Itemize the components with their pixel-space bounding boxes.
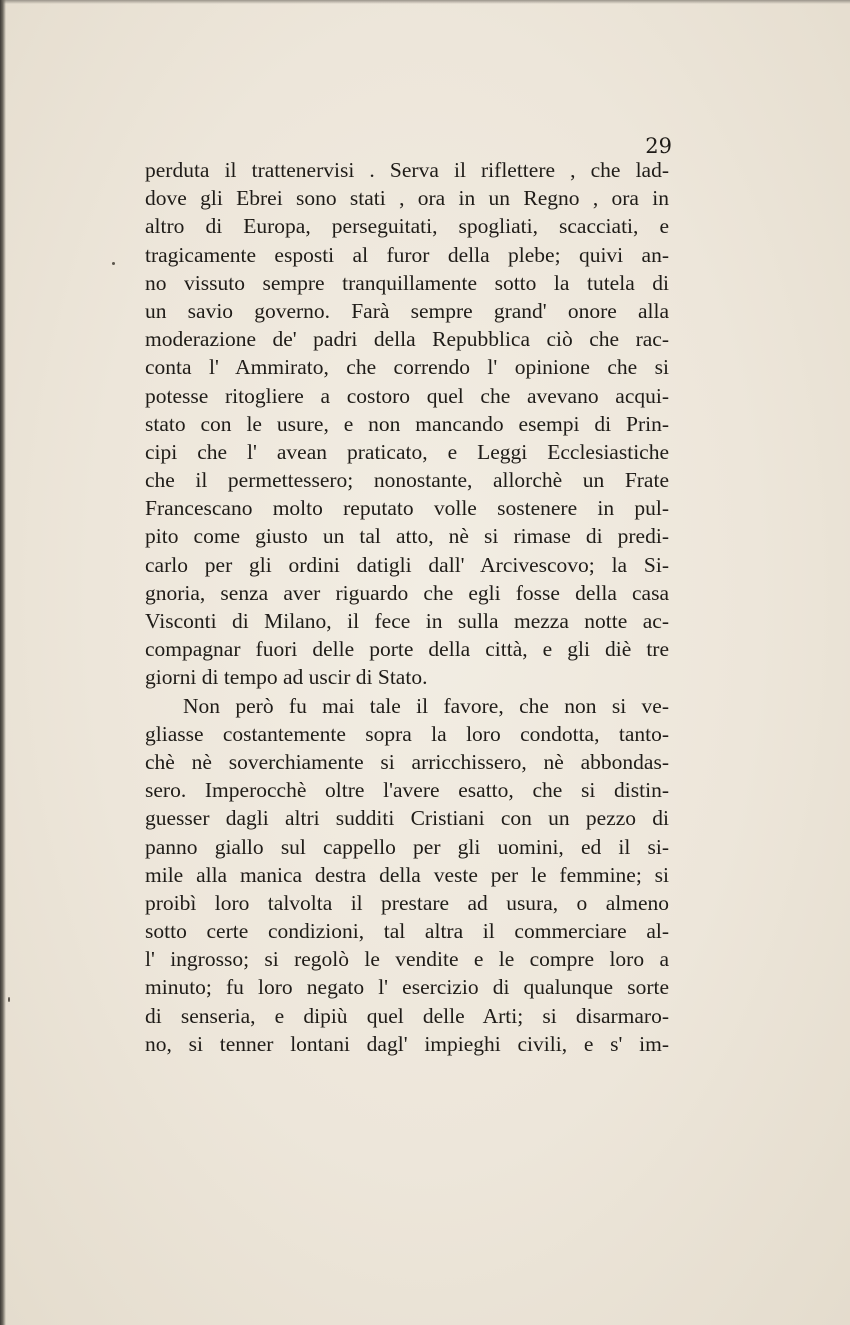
text-line: moderazione de' padri della Repubblica ciò che rac- (145, 327, 669, 352)
text-line: guesser dagli altri sudditi Cristiani con un pezzo di (145, 806, 669, 831)
text-line: minuto; fu loro negato l' esercizio di qualunque sorte (145, 975, 669, 1000)
text-line: no, si tenner lontani dagl' impieghi civili, e s' im- (145, 1031, 669, 1056)
text-line: potesse ritogliere a costoro quel che avevano acqui- (145, 383, 669, 408)
text-line: cipi che l' avean praticato, e Leggi Ecclesiastiche (145, 439, 669, 464)
text-line: un savio governo. Farà sempre grand' onore alla (145, 298, 669, 323)
text-line: mile alla manica destra della veste per le femmine; si (145, 862, 669, 887)
text-line: Non però fu mai tale il favore, che non si ve- (183, 693, 669, 718)
page-number: 29 (645, 134, 672, 158)
text-line: che il permettessero; nonostante, allorchè un Frate (145, 468, 669, 493)
text-line: Francescano molto reputato volle sostenere in pul- (145, 496, 669, 521)
text-line: sotto certe condizioni, tal altra il commerciare al- (145, 919, 669, 944)
text-line: chè nè soverchiamente si arricchissero, nè abbondas- (145, 749, 669, 774)
text-line: carlo per gli ordini datigli dall' Arcivescovo; la Si- (145, 552, 669, 577)
body-text (145, 156, 669, 1058)
text-line: tragicamente esposti al furor della plebe; quivi an- (145, 242, 669, 267)
text-line: Visconti di Milano, il fece in sulla mezza notte ac- (145, 609, 669, 633)
text-line: gnoria, senza aver riguardo che egli fosse della casa (145, 580, 669, 605)
text-line: stato con le usure, e non mancando esempi di Prin- (145, 411, 669, 436)
paper-speck (8, 997, 10, 1002)
text-line: proibì loro talvolta il prestare ad usura, o almeno (145, 890, 669, 915)
page-top-edge (0, 0, 850, 4)
text-line: compagnar fuori delle porte della città, e gli diè tre (145, 637, 669, 662)
text-line: perduta il trattenervisi . Serva il riflettere , che lad- (145, 158, 669, 182)
text-line: conta l' Ammirato, che correndo l' opinione che si (145, 355, 669, 380)
text-line: gliasse costantemente sopra la loro condotta, tanto- (145, 721, 669, 746)
text-line: giorni di tempo ad uscir di Stato. (145, 665, 428, 690)
paper-speck (112, 262, 115, 265)
text-line: sero. Imperocchè oltre l'avere esatto, che si distin- (145, 778, 669, 803)
text-line: altro di Europa, perseguitati, spogliati, scacciati, e (145, 214, 669, 239)
paragraph (145, 156, 669, 692)
text-line: dove gli Ebrei sono stati , ora in un Regno , ora in (145, 186, 669, 211)
text-line: di senseria, e dipiù quel delle Arti; si disarmaro- (145, 1003, 669, 1028)
text-line: panno giallo sul cappello per gli uomini, ed il si- (145, 834, 669, 859)
text-line: l' ingrosso; si regolò le vendite e le compre loro a (145, 947, 669, 972)
text-line: pito come giusto un tal atto, nè si rimase di predi- (145, 524, 669, 549)
text-line: no vissuto sempre tranquillamente sotto la tutela di (145, 270, 669, 295)
page-binding-edge (0, 0, 6, 1325)
paragraph (145, 692, 669, 1058)
